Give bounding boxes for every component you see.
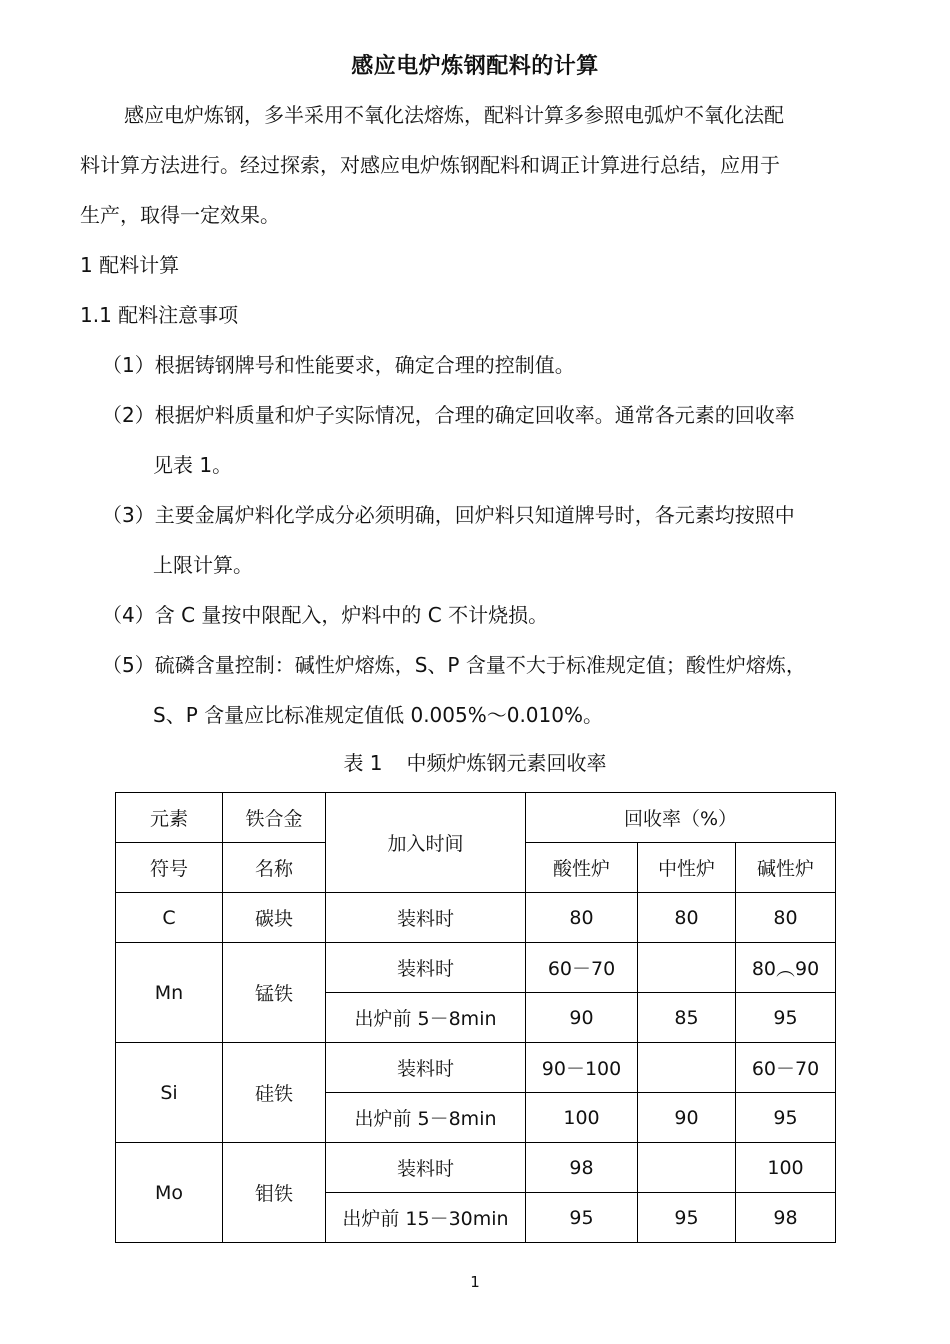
cell-basic: 60－70 xyxy=(736,1043,836,1093)
cell-alloy: 碳块 xyxy=(223,893,326,943)
cell-time: 装料时 xyxy=(326,943,526,993)
intro-line-3: 生产，取得一定效果。 xyxy=(80,203,280,227)
header-alloy-1: 铁合金 xyxy=(223,793,326,843)
list-item-2: （2）根据炉料质量和炉子实际情况，合理的确定回收率。通常各元素的回收率 xyxy=(102,403,795,427)
section-heading-1: 1 配料计算 xyxy=(80,253,180,277)
header-neutral-furnace: 中性炉 xyxy=(638,843,736,893)
table-caption-label: 表 1 xyxy=(343,751,383,775)
header-acid-furnace: 酸性炉 xyxy=(526,843,638,893)
cell-element: C xyxy=(116,893,223,943)
header-alloy-2: 名称 xyxy=(223,843,326,893)
cell-acid: 95 xyxy=(526,1193,638,1243)
cell-neutral: 85 xyxy=(638,993,736,1043)
intro-line-1: 感应电炉炼钢，多半采用不氧化法熔炼，配料计算多参照电弧炉不氧化法配 xyxy=(124,103,784,127)
cell-neutral: 90 xyxy=(638,1093,736,1143)
cell-element: Mn xyxy=(116,943,223,1043)
cell-time: 装料时 xyxy=(326,893,526,943)
cell-basic: 80︵90 xyxy=(736,943,836,993)
cell-acid: 60－70 xyxy=(526,943,638,993)
table-header-row xyxy=(116,793,836,843)
cell-neutral xyxy=(638,1143,736,1193)
cell-acid: 98 xyxy=(526,1143,638,1193)
cell-time: 出炉前 15－30min xyxy=(326,1193,526,1243)
cell-basic: 100 xyxy=(736,1143,836,1193)
cell-element: Mo xyxy=(116,1143,223,1243)
cell-basic: 80 xyxy=(736,893,836,943)
cell-time: 出炉前 5－8min xyxy=(326,1093,526,1143)
cell-basic: 95 xyxy=(736,993,836,1043)
header-element-2: 符号 xyxy=(116,843,223,893)
table-row xyxy=(116,893,836,943)
header-add-time: 加入时间 xyxy=(326,793,526,893)
cell-acid: 90 xyxy=(526,993,638,1043)
cell-element: Si xyxy=(116,1043,223,1143)
header-recovery-rate: 回收率（%） xyxy=(526,793,836,843)
page-number: 1 xyxy=(470,1273,480,1291)
table-caption-text: 中频炉炼钢元素回收率 xyxy=(406,751,607,775)
list-item-3-cont: 上限计算。 xyxy=(153,553,253,577)
cell-neutral xyxy=(638,1043,736,1093)
cell-neutral: 95 xyxy=(638,1193,736,1243)
cell-basic: 98 xyxy=(736,1193,836,1243)
table-row xyxy=(116,1143,836,1193)
table-row xyxy=(116,943,836,993)
list-item-3: （3）主要金属炉料化学成分必须明确，回炉料只知道牌号时，各元素均按照中 xyxy=(102,503,795,527)
list-item-1: （1）根据铸钢牌号和性能要求，确定合理的控制值。 xyxy=(102,353,575,377)
recovery-rate-table xyxy=(115,792,836,1243)
table-caption xyxy=(0,749,950,777)
cell-acid: 100 xyxy=(526,1093,638,1143)
list-item-5: （5）硫磷含量控制：碱性炉熔炼，S、P 含量不大于标准规定值；酸性炉熔炼， xyxy=(102,653,806,677)
cell-acid: 90－100 xyxy=(526,1043,638,1093)
cell-basic: 95 xyxy=(736,1093,836,1143)
list-item-2-cont: 见表 1。 xyxy=(153,453,233,477)
cell-time: 出炉前 5－8min xyxy=(326,993,526,1043)
list-item-4: （4）含 C 量按中限配入，炉料中的 C 不计烧损。 xyxy=(102,603,549,627)
cell-alloy: 锰铁 xyxy=(223,943,326,1043)
header-basic-furnace: 碱性炉 xyxy=(736,843,836,893)
intro-line-2: 料计算方法进行。经过探索，对感应电炉炼钢配料和调正计算进行总结，应用于 xyxy=(80,153,780,177)
cell-alloy: 钼铁 xyxy=(223,1143,326,1243)
document-title: 感应电炉炼钢配料的计算 xyxy=(351,54,599,79)
table-row xyxy=(116,1043,836,1093)
cell-acid: 80 xyxy=(526,893,638,943)
cell-neutral xyxy=(638,943,736,993)
cell-time: 装料时 xyxy=(326,1143,526,1193)
cell-alloy: 硅铁 xyxy=(223,1043,326,1143)
header-element-1: 元素 xyxy=(116,793,223,843)
cell-neutral: 80 xyxy=(638,893,736,943)
list-item-5-cont: S、P 含量应比标准规定值低 0.005%～0.010%。 xyxy=(153,703,603,727)
section-heading-1-1: 1.1 配料注意事项 xyxy=(80,303,239,327)
cell-time: 装料时 xyxy=(326,1043,526,1093)
